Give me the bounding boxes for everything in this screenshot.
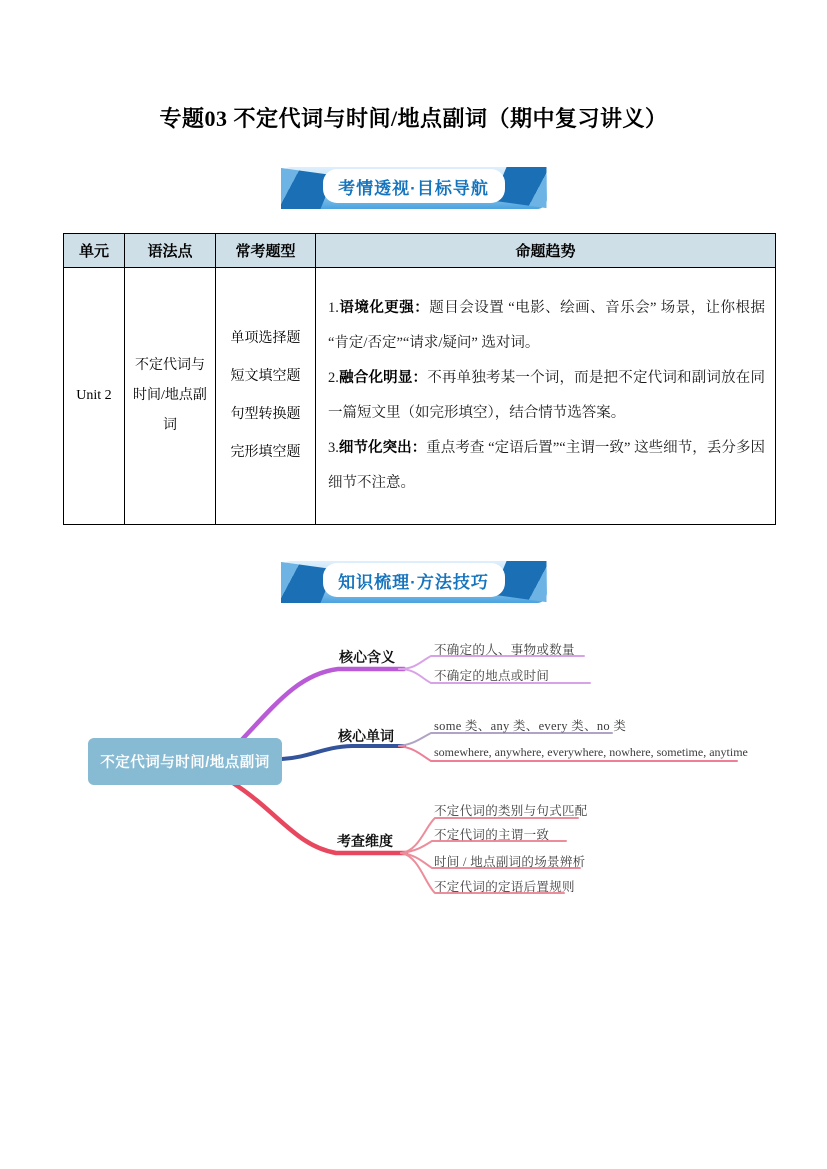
- mindmap-leaf: 不确定的地点或时间: [434, 669, 550, 683]
- table-header-row: [64, 234, 776, 268]
- mindmap-leaf: somewhere, anywhere, everywhere, nowhere, sometime, anytime: [434, 745, 748, 759]
- banner-exam-overview: [281, 167, 547, 209]
- trend-text: 题目会设置 “电影、绘画、音乐会” 场景，让你根据 “肯定/否定”“请求/疑问” 选对词。: [328, 300, 766, 351]
- mindmap-leaf: 不定代词的类别与句式匹配: [434, 804, 588, 818]
- ribbon-label-pill: [323, 169, 505, 203]
- page-title: 专题03 不定代词与时间/地点副词（期中复习讲义）: [159, 106, 668, 131]
- mindmap-branch-core-meaning: 核心含义: [339, 651, 395, 666]
- mindmap-leaf: 不定代词的定语后置规则: [434, 880, 575, 894]
- mindmap-root-node: 不定代词与时间/地点副词: [88, 738, 282, 785]
- question-type: 句型转换题: [230, 407, 301, 422]
- ribbon-label-pill: [323, 563, 505, 597]
- question-type: 单项选择题: [230, 331, 301, 346]
- mindmap-branch-exam-dimensions: 考查维度: [337, 835, 393, 850]
- trend-item: [328, 431, 765, 501]
- trend-number: 1.: [328, 300, 339, 316]
- trend-text: 不再单独考某一个词，而是把不定代词和副词放在同一篇短文里（如完形填空），结合情节选答案。: [328, 370, 765, 421]
- banner-knowledge-label: 知识梳理·方法技巧: [338, 572, 489, 592]
- trend-number: 2.: [328, 370, 339, 386]
- banner-exam-label: 考情透视·目标导航: [338, 178, 489, 198]
- question-type: 完形填空题: [230, 445, 301, 460]
- mindmap-leaf: 时间 / 地点副词的场景辨析: [434, 855, 586, 869]
- mindmap-leaf: 不定代词的主谓一致: [434, 828, 550, 842]
- trend-text: 重点考查 “定语后置”“主谓一致” 这些细节，丢分多因细节不注意。: [328, 440, 765, 491]
- column-header-unit: 单元: [64, 234, 125, 268]
- mindmap-branch-core-words: 核心单词: [338, 730, 394, 745]
- question-types-cell: [216, 268, 316, 525]
- trend-keyword: 融合化明显：: [338, 370, 428, 386]
- table-row: [64, 268, 776, 525]
- mindmap-leaf: 不确定的人、事物或数量: [434, 643, 575, 657]
- mindmap-leaf: some 类、any 类、every 类、no 类: [434, 719, 627, 733]
- column-header-trend: 命题趋势: [316, 234, 776, 268]
- grammar-cell: 不定代词与时间/地点副词: [125, 268, 216, 525]
- trend-keyword: 细节化突出：: [338, 440, 427, 456]
- question-type: 短文填空题: [230, 369, 301, 384]
- trend-item: [328, 291, 765, 361]
- trend-number: 3.: [328, 440, 339, 456]
- trend-item: [328, 361, 765, 431]
- column-header-grammar: 语法点: [125, 234, 216, 268]
- column-header-types: 常考题型: [216, 234, 316, 268]
- banner-knowledge-methods: [281, 561, 547, 603]
- unit-cell: Unit 2: [64, 268, 125, 525]
- trend-cell: [316, 268, 776, 525]
- exam-summary-table: [63, 233, 776, 525]
- trend-keyword: 语境化更强：: [338, 300, 430, 316]
